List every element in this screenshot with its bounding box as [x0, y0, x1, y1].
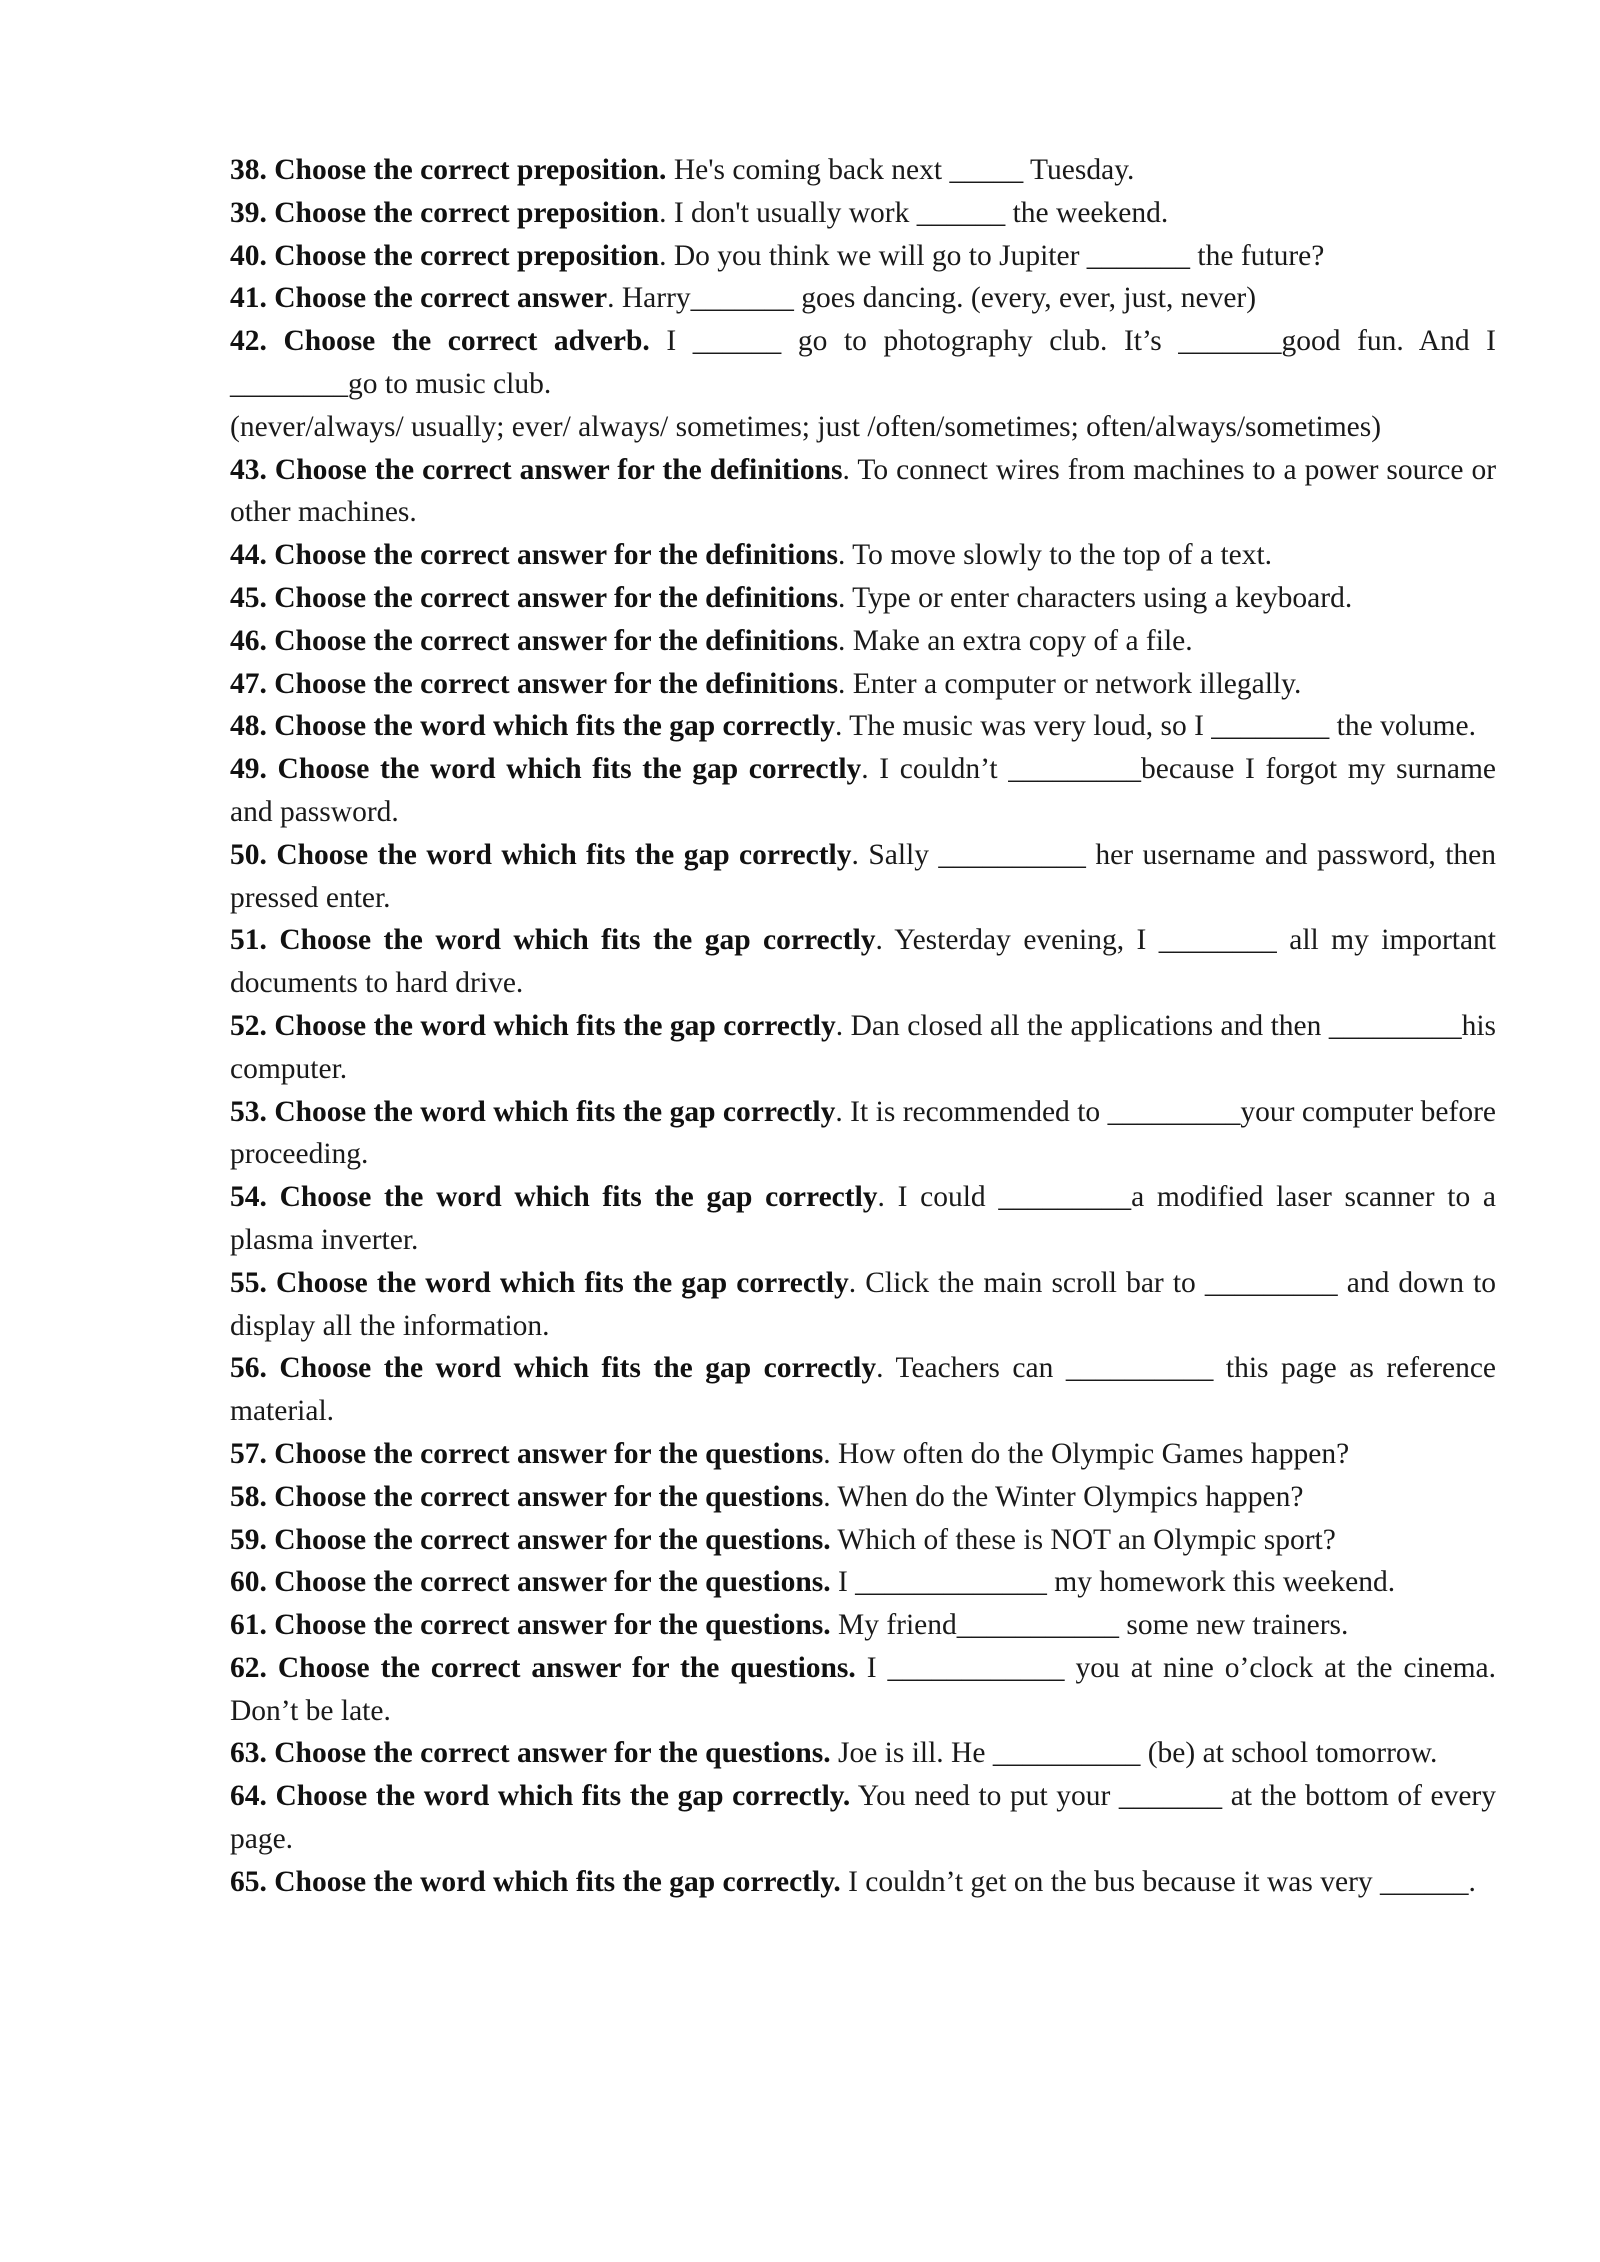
- question-instruction: Choose the word which fits the gap correctly: [275, 1266, 849, 1299]
- question-item: [230, 1476, 1496, 1519]
- question-text: . Teachers can __________ this page as reference material.: [230, 1352, 1497, 1428]
- question-item: [230, 277, 1496, 320]
- question-text: I _____________ my homework this weekend.: [830, 1566, 1396, 1599]
- question-text: I ______ go to photography club. It’s _______good fun. And I ________go to music club.: [230, 325, 1497, 400]
- question-number: 64.: [230, 1780, 267, 1813]
- question-instruction: Choose the correct answer for the questions.: [274, 1566, 831, 1599]
- question-number: 52.: [230, 1009, 267, 1042]
- question-instruction: Choose the word which fits the gap correctly: [276, 838, 852, 871]
- question-text: . Dan closed all the applications and then _________his computer.: [230, 1009, 1497, 1085]
- question-item: [230, 1775, 1496, 1861]
- question-item: [230, 1433, 1496, 1476]
- question-text: . Do you think we will go to Jupiter _______ the future?: [659, 239, 1325, 272]
- question-instruction: Choose the word which fits the gap correctly: [279, 1352, 877, 1385]
- question-item: [230, 577, 1496, 620]
- question-instruction: Choose the word which fits the gap correctly: [279, 924, 876, 957]
- question-list: [230, 149, 1496, 1904]
- question-item: [230, 1647, 1496, 1733]
- question-text: . The music was very loud, so I ________ the volume.: [834, 710, 1476, 743]
- question-text: . Harry_______ goes dancing. (every, ever, just, never): [607, 282, 1257, 315]
- question-text: . Type or enter characters using a keyboard.: [837, 581, 1353, 614]
- question-number: 61.: [230, 1609, 267, 1642]
- question-instruction: Choose the correct answer for the definitions: [274, 581, 838, 614]
- question-instruction: Choose the word which fits the gap correctly.: [274, 1865, 841, 1898]
- question-text: . How often do the Olympic Games happen?: [823, 1437, 1350, 1470]
- question-instruction: Choose the correct answer for the questions: [274, 1480, 824, 1513]
- question-item: [230, 534, 1496, 577]
- question-number: 46.: [230, 624, 267, 657]
- question-text: . I could _________a modified laser scanner to a plasma inverter.: [230, 1181, 1496, 1256]
- question-instruction: Choose the correct answer for the definitions: [274, 667, 838, 700]
- question-text: . I don't usually work ______ the weekend.: [659, 196, 1169, 229]
- question-instruction: Choose the correct answer for the definitions: [274, 539, 838, 572]
- question-number: 53.: [230, 1095, 267, 1128]
- document-page: [230, 149, 1496, 1904]
- question-item: [230, 149, 1496, 192]
- question-item: [230, 1561, 1496, 1604]
- question-item: [230, 663, 1496, 706]
- question-number: 56.: [230, 1352, 267, 1385]
- question-text: He's coming back next _____ Tuesday.: [666, 154, 1135, 186]
- question-text: . When do the Winter Olympics happen?: [823, 1480, 1304, 1513]
- question-instruction: Choose the correct preposition: [274, 239, 660, 272]
- question-text: Joe is ill. He __________ (be) at school tomorrow.: [830, 1737, 1438, 1770]
- question-text: . Click the main scroll bar to _________ and down to display all the information.: [230, 1266, 1497, 1342]
- question-instruction: Choose the correct answer for the questions.: [274, 1737, 831, 1770]
- question-text: . Sally __________ her username and password, then pressed enter.: [230, 838, 1497, 914]
- question-instruction: Choose the correct answer for the definitions: [274, 624, 838, 657]
- question-text: . Yesterday evening, I ________ all my important documents to hard drive.: [230, 924, 1496, 1000]
- question-instruction: Choose the word which fits the gap correctly: [279, 1181, 878, 1214]
- question-number: 39.: [230, 196, 267, 229]
- question-instruction: Choose the correct answer for the questions.: [274, 1523, 831, 1556]
- question-number: 50.: [230, 838, 267, 871]
- question-instruction: Choose the correct preposition.: [274, 154, 667, 186]
- question-number: 59.: [230, 1523, 267, 1556]
- question-text: Which of these is NOT an Olympic sport?: [830, 1523, 1336, 1556]
- question-instruction: Choose the word which fits the gap correctly: [274, 1009, 836, 1042]
- question-item: [230, 235, 1496, 278]
- question-number: 41.: [230, 282, 267, 315]
- question-number: 51.: [230, 924, 267, 957]
- question-instruction: Choose the correct answer: [274, 282, 608, 315]
- question-number: 63.: [230, 1737, 267, 1770]
- question-instruction: Choose the correct adverb.: [283, 325, 650, 358]
- question-item: [230, 1347, 1496, 1433]
- question-number: 55.: [230, 1266, 267, 1299]
- question-instruction: Choose the correct answer for the definitions: [274, 453, 843, 486]
- question-instruction: Choose the correct answer for the questions.: [274, 1609, 831, 1642]
- question-item: [230, 1176, 1496, 1262]
- question-item: [230, 620, 1496, 663]
- question-item: [230, 192, 1496, 235]
- question-text: . Enter a computer or network illegally.: [837, 667, 1302, 700]
- question-number: 43.: [230, 453, 267, 486]
- question-item: [230, 1732, 1496, 1775]
- question-item: [230, 1861, 1496, 1904]
- question-item: [230, 1091, 1496, 1177]
- question-text: My friend___________ some new trainers.: [830, 1609, 1349, 1642]
- question-number: 48.: [230, 710, 267, 743]
- question-text: I couldn’t get on the bus because it was very ______.: [840, 1865, 1476, 1898]
- question-number: 49.: [230, 753, 267, 786]
- question-number: 62.: [230, 1651, 267, 1684]
- question-item: [230, 748, 1496, 834]
- question-item: [230, 834, 1496, 920]
- question-item: [230, 449, 1496, 535]
- question-number: 47.: [230, 667, 267, 700]
- question-item: [230, 1005, 1496, 1091]
- question-instruction: Choose the correct answer for the questions: [274, 1437, 824, 1470]
- question-number: 60.: [230, 1566, 267, 1599]
- question-item: [230, 320, 1496, 406]
- question-number: 40.: [230, 239, 267, 272]
- question-text: I ____________ you at nine o’clock at the cinema. Don’t be late.: [230, 1651, 1497, 1727]
- question-text: (never/always/ usually; ever/ always/ sometimes; just /often/sometimes; often/always/sometimes): [230, 410, 1382, 443]
- question-instruction: Choose the word which fits the gap correctly.: [275, 1780, 851, 1813]
- question-item: [230, 1262, 1496, 1348]
- question-item: [230, 919, 1496, 1005]
- question-text: You need to put your _______ at the bottom of every page.: [230, 1780, 1497, 1856]
- question-number: 38.: [230, 154, 267, 186]
- question-number: 65.: [230, 1865, 267, 1898]
- question-number: 44.: [230, 539, 267, 572]
- question-instruction: Choose the correct answer for the questions.: [277, 1651, 856, 1684]
- question-text: . To move slowly to the top of a text.: [837, 539, 1273, 572]
- question-number: 42.: [230, 325, 267, 358]
- question-instruction: Choose the word which fits the gap correctly: [277, 753, 862, 786]
- question-item: [230, 1604, 1496, 1647]
- question-text: . Make an extra copy of a file.: [837, 624, 1193, 657]
- answer-options-note: [230, 406, 1496, 449]
- question-text: . It is recommended to _________your computer before proceeding.: [230, 1095, 1497, 1171]
- question-text: . To connect wires from machines to a power source or other machines.: [230, 453, 1497, 529]
- question-number: 45.: [230, 581, 267, 614]
- question-number: 54.: [230, 1181, 267, 1214]
- question-instruction: Choose the word which fits the gap correctly: [274, 710, 835, 743]
- question-item: [230, 1519, 1496, 1562]
- question-number: 57.: [230, 1437, 267, 1470]
- question-item: [230, 705, 1496, 748]
- question-instruction: Choose the word which fits the gap correctly: [274, 1095, 836, 1128]
- question-number: 58.: [230, 1480, 267, 1513]
- question-instruction: Choose the correct preposition: [274, 196, 660, 229]
- question-text: . I couldn’t _________because I forgot my surname and password.: [230, 753, 1496, 828]
